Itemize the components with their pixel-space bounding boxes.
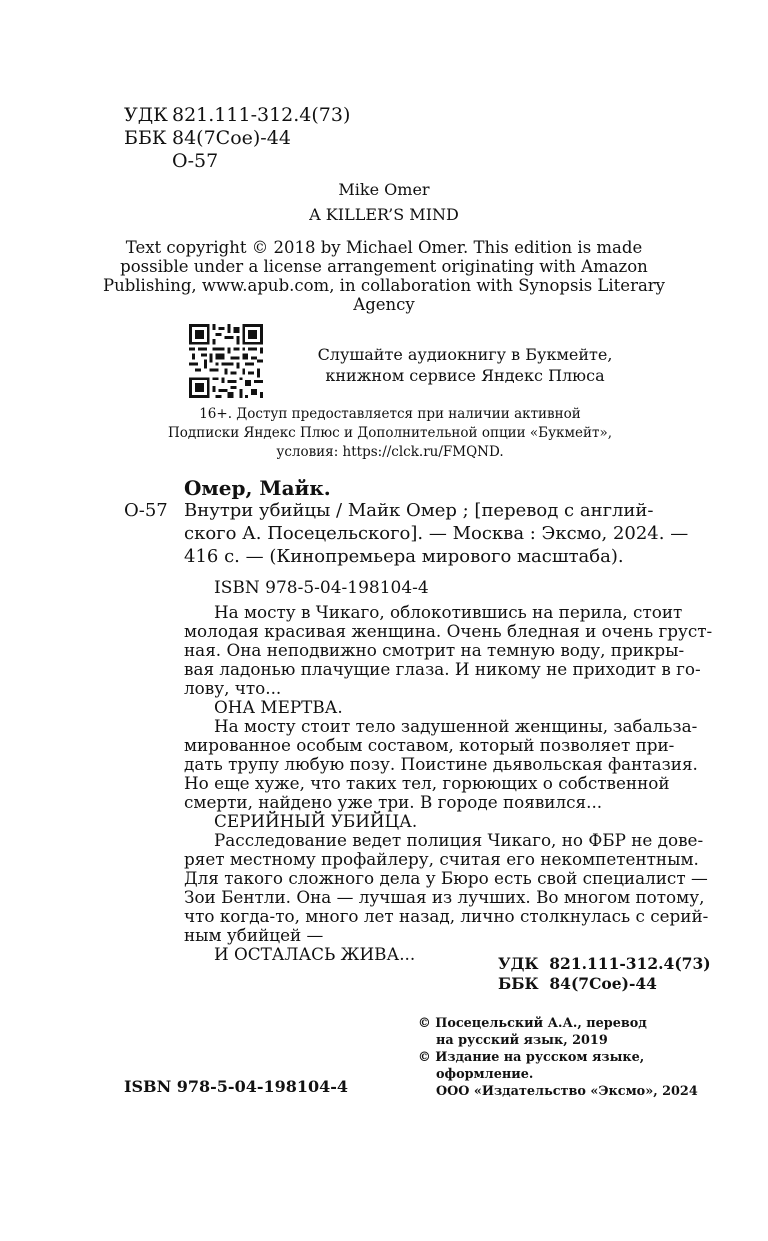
annotation-line: Зои Бентли. Она — лучшая из лучших. Во многом потому, [184, 887, 705, 907]
copyright-line: possible under a license arrangement originating with Amazon [120, 257, 648, 276]
record-author: Омер, Майк. [184, 476, 331, 500]
author-mark: О-57 [172, 150, 219, 172]
annotation-line: что когда-то, много лет назад, лично столкнулась с серий- [184, 906, 709, 926]
annotation-paragraph [184, 602, 713, 698]
qr-code-icon[interactable] [189, 324, 263, 398]
annotation-line: На мосту в Чикаго, облокотившись на перила, стоит [214, 602, 683, 622]
udk-value: 821.111-312.4(73) [172, 104, 351, 126]
audiobook-promo [290, 344, 640, 386]
record-isbn: ISBN 978-5-04-198104-4 [214, 578, 429, 598]
annotation-line: смерти, найдено уже три. В городе появился... [184, 792, 603, 812]
annotation-line: молодая красивая женщина. Очень бледная и очень груст- [184, 621, 713, 641]
copyright-entry: оформление. [436, 1067, 534, 1082]
record-line: 416 с. — (Кинопремьера мирового масштаба). [184, 546, 624, 567]
annotation-line: мированное особым составом, который позволяет при- [184, 735, 675, 755]
annotation-line: Но еще хуже, что таких тел, горюющих о собственной [184, 773, 670, 793]
author-mark-line [124, 150, 218, 173]
annotation-line: ряет местному профайлеру, считая его некомпетентным. [184, 849, 699, 869]
annotation-paragraph [184, 830, 709, 945]
copyright-notice [100, 238, 668, 314]
annotation-line: лову, что... [184, 678, 282, 698]
annotation-line: Для такого сложного дела у Бюро есть свой специалист — [184, 868, 708, 888]
annotation-line: На мосту стоит тело задушенной женщины, забальза- [214, 716, 698, 736]
audiobook-line: книжном сервисе Яндекс Плюса [325, 366, 605, 385]
record-line: ского А. Посецельского]. — Москва : Эксмо, 2024. — [184, 523, 689, 544]
annotation-line: Расследование ведет полиция Чикаго, но ФБР не дове- [214, 830, 704, 850]
isbn-bottom: ISBN 978-5-04-198104-4 [124, 1077, 349, 1096]
udk-line [124, 104, 350, 127]
original-title: A KILLER’S MIND [309, 205, 459, 224]
copyright-entry: ООО «Издательство «Эксмо», 2024 [436, 1084, 698, 1099]
annotation-line: дать трупу любую позу. Поистине дьявольская фантазия. [184, 754, 698, 774]
copyrights [418, 1015, 698, 1100]
annotation-paragraph [184, 812, 687, 831]
copyright-line: Publishing, www.apub.com, in collaboration with Synopsis Literary [102, 276, 665, 295]
copyright-entry: на русский язык, 2019 [436, 1033, 608, 1048]
copyright-entry: © Посецельский А.А., перевод [418, 1016, 647, 1031]
copyright-entry: © Издание на русском языке, [418, 1050, 645, 1065]
bottom-classification [498, 954, 711, 994]
record-line: Внутри убийцы / Майк Омер ; [перевод с англий- [184, 500, 654, 521]
access-conditions [130, 405, 650, 462]
annotation-line: ОНА МЕРТВА. [214, 697, 343, 717]
original-author: Mike Omer [338, 180, 430, 199]
bottom-bbk: ББК 84(7Сое)-44 [498, 974, 657, 993]
annotation-line: ная. Она неподвижно смотрит на темную воду, прикры- [184, 640, 685, 660]
annotation-line: вая ладонью плачущие глаза. И никому не приходит в го- [184, 659, 701, 679]
audiobook-line: Слушайте аудиокнигу в Букмейте, [317, 345, 613, 364]
access-link[interactable]: условия: https://clck.ru/FMQND. [276, 444, 504, 460]
annotation-paragraph [184, 698, 687, 717]
bottom-udk: УДК 821.111-312.4(73) [498, 954, 711, 973]
annotation-paragraph [184, 716, 698, 812]
access-line: 16+. Доступ предоставляется при наличии активной [199, 406, 581, 422]
annotation-line: ным убийцей — [184, 925, 324, 945]
access-line: Подписки Яндекс Плюс и Дополнительной опции «Букмейт», [168, 425, 612, 441]
bbk-value: 84(7Сое)-44 [172, 127, 291, 149]
copyright-line: Text copyright © 2018 by Michael Omer. This edition is made [125, 238, 643, 257]
bbk-label: ББК [124, 127, 167, 149]
annotation-line: СЕРИЙНЫЙ УБИЙЦА. [214, 811, 418, 831]
copyright-line: Agency [353, 295, 415, 314]
record-code: О-57 [124, 500, 168, 521]
bbk-line [124, 127, 291, 150]
udk-label: УДК [124, 104, 168, 126]
annotation-line: И ОСТАЛАСЬ ЖИВА... [214, 944, 416, 964]
record-description [184, 499, 689, 568]
